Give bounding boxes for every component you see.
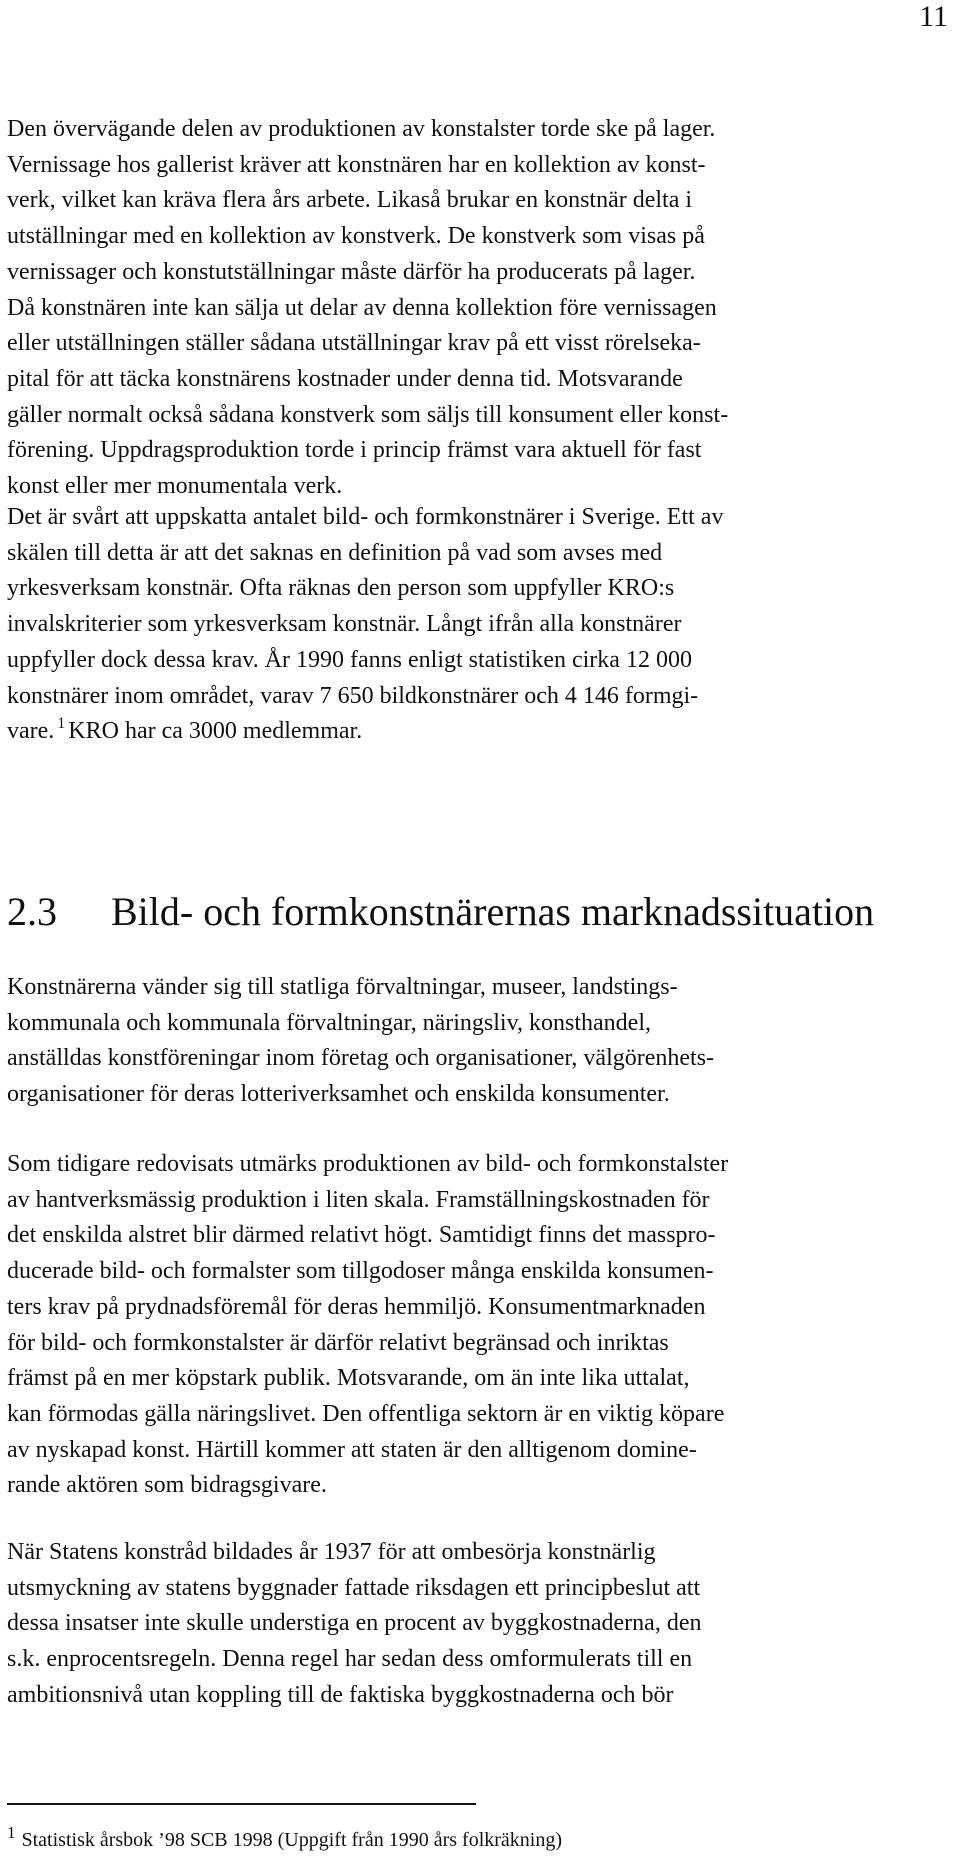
section-heading: [7, 888, 955, 936]
paragraph-line: utställningar med en kollektion av konstverk. De konstverk som visas på: [7, 223, 705, 250]
paragraph-line: av hantverksmässig produktion i liten skala. Framställningskostnaden för: [7, 1186, 710, 1213]
paragraph-state-art-council: [7, 1535, 955, 1714]
paragraph-artist-count-lines: [7, 500, 955, 714]
paragraph-line: Det är svårt att uppskatta antalet bild- och formkonstnärer i Sverige. Ett av: [7, 504, 724, 530]
paragraph-line: eller utställningen ställer sådana utställningar krav på ett visst rörelseka-: [7, 330, 701, 357]
paragraph-line: främst på en mer köpstark publik. Motsvarande, om än inte lika uttalat,: [7, 1365, 690, 1392]
paragraph-line: invalskriterier som yrkesverksam konstnär. Långt ifrån alla konstnärer: [7, 611, 682, 638]
paragraph-line: anställdas konstföreningar inom företag och organisationer, välgörenhets-: [7, 1045, 715, 1072]
footnote-separator: [7, 1803, 476, 1805]
footnote: [7, 1823, 562, 1853]
paragraph-line: kommunala och kommunala förvaltningar, näringsliv, konsthandel,: [7, 1009, 652, 1036]
paragraph-line: det enskilda alstret blir därmed relativt högt. Samtidigt finns det masspro-: [7, 1222, 716, 1249]
paragraph-line: När Statens konstråd bildades år 1937 för att ombesörja konstnärlig: [7, 1539, 656, 1565]
paragraph-line: ducerade bild- och formalster som tillgodoser många enskilda konsumen-: [7, 1258, 714, 1285]
paragraph-line: Konstnärerna vänder sig till statliga förvaltningar, museer, landstings-: [7, 974, 678, 1000]
paragraph-line: konstnärer inom området, varav 7 650 bildkonstnärer och 4 146 formgi-: [7, 682, 699, 709]
page-number: 11: [919, 0, 948, 33]
paragraph-line: verk, vilket kan kräva flera års arbete. Likaså brukar en konstnär delta i: [7, 187, 693, 214]
paragraph-line: Vernissage hos gallerist kräver att konstnären har en kollektion av konst-: [7, 151, 706, 178]
paragraph-line: dessa insatser inte skulle understiga en procent av byggkostnaderna, den: [7, 1610, 702, 1637]
paragraph-line: gäller normalt också sådana konstverk som säljs till konsument eller konst-: [7, 401, 729, 428]
paragraph-line: av nyskapad konst. Härtill kommer att staten är den alltigenom domine-: [7, 1436, 697, 1463]
paragraph-line: ters krav på prydnadsföremål för deras hemmiljö. Konsumentmarknaden: [7, 1293, 706, 1320]
paragraph-line: rande aktören som bidragsgivare.: [7, 1472, 327, 1499]
section-title: Bild- och formkonstnärernas marknadssituation: [111, 889, 875, 934]
paragraph-line: Då konstnären inte kan sälja ut delar av denna kollektion före vernissagen: [7, 294, 717, 321]
paragraph-production: [7, 112, 955, 505]
paragraph-line: utsmyckning av statens byggnader fattade riksdagen ett principbeslut att: [7, 1574, 701, 1601]
paragraph-line: organisationer för deras lotteriverksamhet och enskilda konsumenter.: [7, 1081, 670, 1108]
paragraph-buyers: [7, 970, 955, 1113]
paragraph-line: förening. Uppdragsproduktion torde i princip främst vara aktuell för fast: [7, 437, 702, 464]
footnote-mark: 1: [7, 1823, 16, 1842]
section-number: 2.3: [7, 889, 57, 934]
paragraph-line: Som tidigare redovisats utmärks produktionen av bild- och formkonstalster: [7, 1151, 729, 1177]
line-text: KRO har ca 3000 medlemmar.: [68, 718, 363, 745]
paragraph-line: pital för att täcka konstnärens kostnader under denna tid. Motsvarande: [7, 365, 683, 392]
paragraph-line: Den övervägande delen av produktionen av konstalster torde ske på lager.: [7, 116, 716, 142]
paragraph-line: kan förmodas gälla näringslivet. Den offentliga sektorn är en viktig köpare: [7, 1400, 725, 1427]
line-text: vare.: [7, 718, 55, 745]
paragraph-line: skälen till detta är att det saknas en definition på vad som avses med: [7, 539, 663, 566]
paragraph-line: yrkesverksam konstnär. Ofta räknas den person som uppfyller KRO:s: [7, 575, 675, 602]
paragraph-artist-count: [7, 500, 955, 750]
paragraph-line: konst eller mer monumentala verk.: [7, 473, 343, 500]
paragraph-line: ambitionsnivå utan koppling till de faktiska byggkostnaderna och bör: [7, 1681, 674, 1708]
paragraph-line: s.k. enprocentsregeln. Denna regel har sedan dess omformulerats till en: [7, 1646, 693, 1673]
paragraph-line: vernissager och konstutställningar måste därför ha producerats på lager.: [7, 258, 696, 285]
paragraph-market: [7, 1147, 955, 1504]
footnote-text: Statistisk årsbok ’98 SCB 1998 (Uppgift från 1990 års folkräkning): [21, 1829, 562, 1851]
paragraph-line: uppfyller dock dessa krav. År 1990 fanns enligt statistiken cirka 12 000: [7, 646, 692, 673]
paragraph-line: [7, 714, 955, 750]
footnote-reference[interactable]: 1: [57, 715, 66, 733]
paragraph-line: för bild- och formkonstalster är därför relativt begränsad och inriktas: [7, 1329, 669, 1356]
